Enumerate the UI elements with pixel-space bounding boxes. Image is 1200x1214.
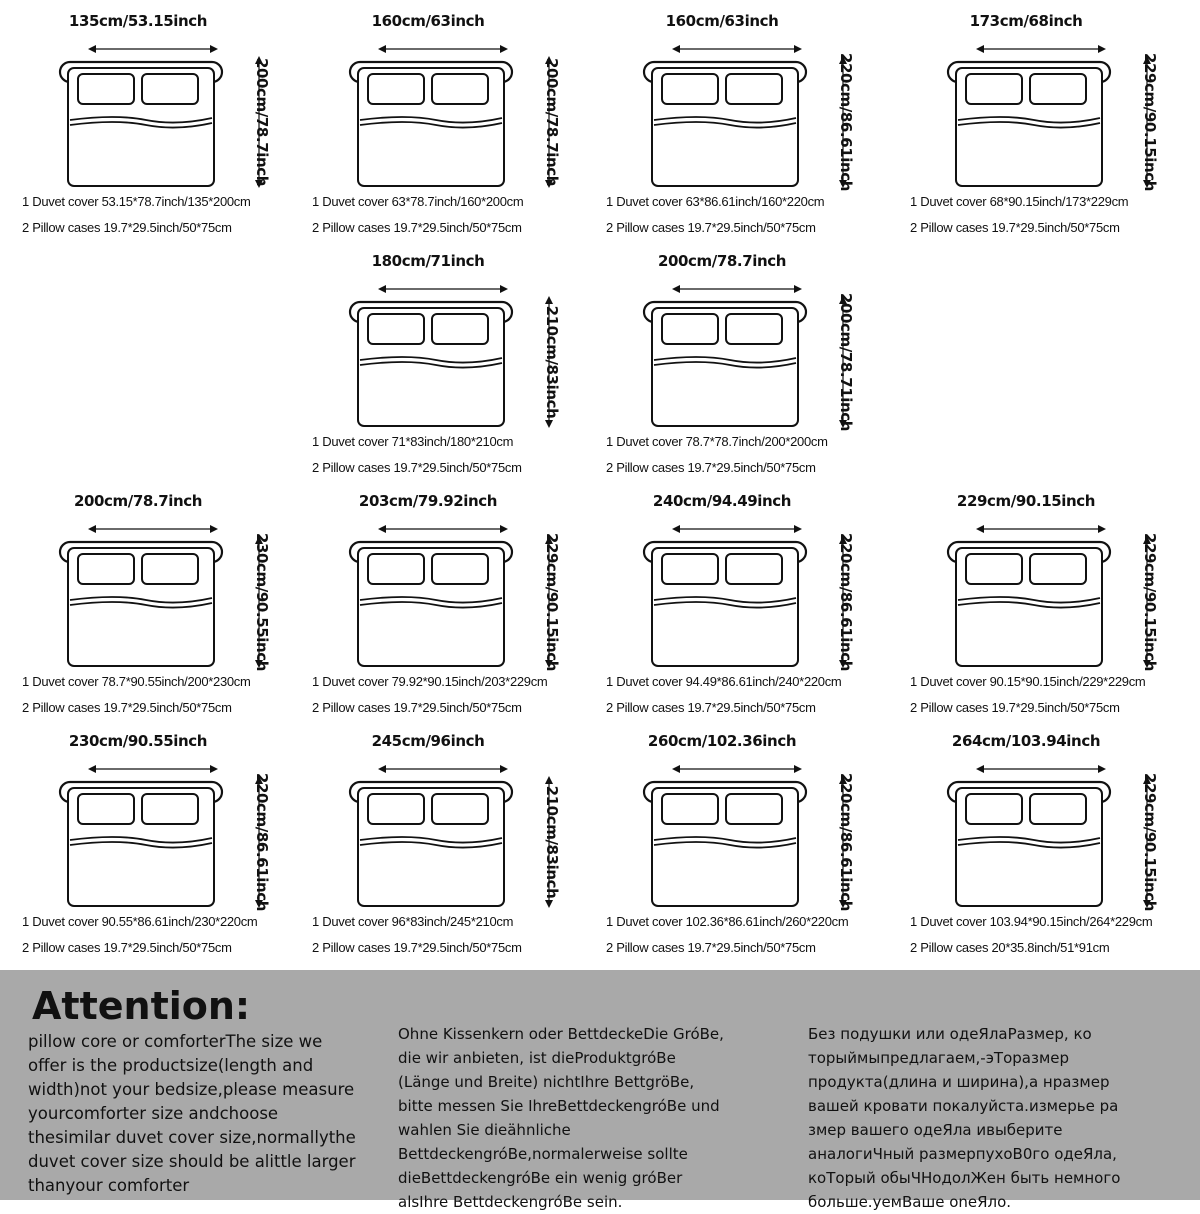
- size-cell: [312, 492, 608, 722]
- size-cell: [312, 252, 608, 482]
- size-cell: [606, 732, 902, 962]
- bed-icon: [346, 298, 536, 430]
- width-arrow-icon: [378, 44, 508, 54]
- height-label: 229cm/90.15inch: [1141, 52, 1159, 192]
- height-label: 229cm/90.15inch: [1141, 772, 1159, 912]
- duvet-spec: 1 Duvet cover 90.55*86.61inch/230*220cm: [22, 914, 258, 929]
- attention-text-english: pillow core or comforterThe size we offer is the productsize(length and width)not your bedsize,please measure yourcomforter size andchoose thesimilar duvet cover size,normallythe duvet cover size should be alittle larger thanyour comforter: [28, 1032, 356, 1195]
- width-arrow-icon: [672, 764, 802, 774]
- height-label: 220cm/86.61inch: [837, 532, 855, 672]
- width-label: 264cm/103.94inch: [951, 732, 1101, 750]
- bed-icon: [346, 58, 536, 190]
- size-cell: [312, 732, 608, 962]
- bed-icon: [640, 538, 830, 670]
- width-arrow-icon: [88, 524, 218, 534]
- pillow-spec: 2 Pillow cases 19.7*29.5inch/50*75cm: [312, 220, 522, 235]
- pillow-spec: 2 Pillow cases 19.7*29.5inch/50*75cm: [910, 220, 1120, 235]
- width-label: 135cm/53.15inch: [68, 12, 208, 30]
- height-label: 210cm/83inch: [543, 785, 561, 899]
- duvet-spec: 1 Duvet cover 102.36*86.61inch/260*220cm: [606, 914, 849, 929]
- width-arrow-icon: [672, 524, 802, 534]
- duvet-spec: 1 Duvet cover 78.7*90.55inch/200*230cm: [22, 674, 251, 689]
- pillow-spec: 2 Pillow cases 19.7*29.5inch/50*75cm: [606, 220, 816, 235]
- duvet-spec: 1 Duvet cover 63*86.61inch/160*220cm: [606, 194, 825, 209]
- width-label: 240cm/94.49inch: [652, 492, 792, 510]
- pillow-spec: 2 Pillow cases 19.7*29.5inch/50*75cm: [312, 940, 522, 955]
- width-label: 245cm/96inch: [371, 732, 485, 750]
- bed-icon: [640, 298, 830, 430]
- size-cell: [606, 12, 902, 242]
- duvet-spec: 1 Duvet cover 96*83inch/245*210cm: [312, 914, 514, 929]
- size-cell: [22, 12, 318, 242]
- height-label: 230cm/90.55inch: [253, 532, 271, 672]
- width-label: 173cm/68inch: [969, 12, 1083, 30]
- size-cell: [606, 252, 902, 482]
- pillow-spec: 2 Pillow cases 20*35.8inch/51*91cm: [910, 940, 1110, 955]
- height-label: 200cm/78.71inch: [837, 292, 855, 432]
- pillow-spec: 2 Pillow cases 19.7*29.5inch/50*75cm: [312, 700, 522, 715]
- pillow-spec: 2 Pillow cases 19.7*29.5inch/50*75cm: [606, 700, 816, 715]
- width-label: 160cm/63inch: [371, 12, 485, 30]
- attention-text-russian: Без подушки или одеЯлаРазмер, ко торыймыпредлагаем,-эТоразмер продукта(длина и ширина),а нразмер вашей кровати покалуйста.измерье ра змер вашего одеЯла ивыберите аналогиЧный размерпухоВ0го одеЯла, коТорый обыЧНодолЖен быть немного больше.уемВаше оnеЯло.: [808, 1025, 1121, 1211]
- height-label: 229cm/90.15inch: [543, 532, 561, 672]
- bed-icon: [56, 58, 246, 190]
- width-label: 203cm/79.92inch: [358, 492, 498, 510]
- duvet-spec: 1 Duvet cover 53.15*78.7inch/135*200cm: [22, 194, 251, 209]
- duvet-spec: 1 Duvet cover 94.49*86.61inch/240*220cm: [606, 674, 842, 689]
- duvet-spec: 1 Duvet cover 78.7*78.7inch/200*200cm: [606, 434, 828, 449]
- width-arrow-icon: [378, 524, 508, 534]
- duvet-spec: 1 Duvet cover 71*83inch/180*210cm: [312, 434, 514, 449]
- duvet-spec: 1 Duvet cover 103.94*90.15inch/264*229cm: [910, 914, 1153, 929]
- pillow-spec: 2 Pillow cases 19.7*29.5inch/50*75cm: [910, 700, 1120, 715]
- pillow-spec: 2 Pillow cases 19.7*29.5inch/50*75cm: [606, 940, 816, 955]
- bed-icon: [346, 538, 536, 670]
- width-arrow-icon: [672, 44, 802, 54]
- width-arrow-icon: [88, 764, 218, 774]
- duvet-spec: 1 Duvet cover 68*90.15inch/173*229cm: [910, 194, 1129, 209]
- duvet-spec: 1 Duvet cover 79.92*90.15inch/203*229cm: [312, 674, 548, 689]
- width-arrow-icon: [976, 44, 1106, 54]
- height-label: 220cm/86.61inch: [253, 772, 271, 912]
- bed-icon: [944, 778, 1134, 910]
- pillow-spec: 2 Pillow cases 19.7*29.5inch/50*75cm: [312, 460, 522, 475]
- height-label: 210cm/83inch: [543, 305, 561, 419]
- width-arrow-icon: [976, 764, 1106, 774]
- width-label: 229cm/90.15inch: [956, 492, 1096, 510]
- bed-icon: [944, 58, 1134, 190]
- width-label: 160cm/63inch: [665, 12, 779, 30]
- height-label: 220cm/86.61inch: [837, 772, 855, 912]
- size-cell: [22, 492, 318, 722]
- duvet-spec: 1 Duvet cover 63*78.7inch/160*200cm: [312, 194, 524, 209]
- pillow-spec: 2 Pillow cases 19.7*29.5inch/50*75cm: [22, 940, 232, 955]
- size-cell: [910, 492, 1200, 722]
- width-arrow-icon: [672, 284, 802, 294]
- height-label: 200cm/78.7inch: [253, 57, 271, 187]
- bed-icon: [56, 538, 246, 670]
- width-label: 260cm/102.36inch: [647, 732, 797, 750]
- size-cell: [910, 12, 1200, 242]
- width-label: 180cm/71inch: [371, 252, 485, 270]
- size-cell: [606, 492, 902, 722]
- pillow-spec: 2 Pillow cases 19.7*29.5inch/50*75cm: [22, 700, 232, 715]
- width-arrow-icon: [976, 524, 1106, 534]
- size-cell: [312, 12, 608, 242]
- bed-icon: [56, 778, 246, 910]
- pillow-spec: 2 Pillow cases 19.7*29.5inch/50*75cm: [606, 460, 816, 475]
- bed-icon: [640, 778, 830, 910]
- bed-icon: [346, 778, 536, 910]
- height-label: 220cm/86.61inch: [837, 52, 855, 192]
- attention-panel: [0, 970, 1200, 1211]
- attention-title: Attention:: [32, 984, 251, 1028]
- height-label: 200cm/78.7inch: [543, 57, 561, 187]
- width-label: 230cm/90.55inch: [68, 732, 208, 750]
- height-label: 229cm/90.15inch: [1141, 532, 1159, 672]
- bed-icon: [640, 58, 830, 190]
- duvet-spec: 1 Duvet cover 90.15*90.15inch/229*229cm: [910, 674, 1146, 689]
- bed-icon: [944, 538, 1134, 670]
- width-label: 200cm/78.7inch: [73, 492, 203, 510]
- width-arrow-icon: [88, 44, 218, 54]
- size-cell: [22, 732, 318, 962]
- width-arrow-icon: [378, 764, 508, 774]
- width-arrow-icon: [378, 284, 508, 294]
- attention-text-german: Ohne Kissenkern oder BettdeckeDie GróBe, die wir anbieten, ist dieProduktgróBe (Länge und Breite) nichtIhre BettgröBe, bitte messen Sie IhreBettdeckengróBe und wahlen Sie dieähnliche BettdeckengróBe,normalerweise sollte dieBettdeckengróBe ein wenig gróBer alsIhre BettdeckengróBe sein.: [398, 1025, 724, 1211]
- width-label: 200cm/78.7inch: [657, 252, 787, 270]
- pillow-spec: 2 Pillow cases 19.7*29.5inch/50*75cm: [22, 220, 232, 235]
- size-cell: [910, 732, 1200, 962]
